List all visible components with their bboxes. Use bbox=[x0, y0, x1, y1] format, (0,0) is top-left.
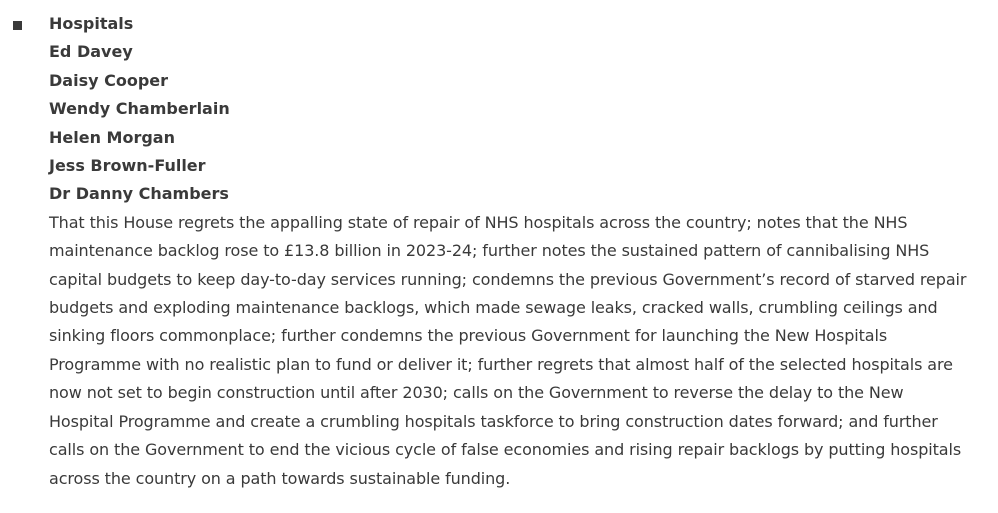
sponsor-name: Ed Davey bbox=[49, 42, 133, 62]
sponsor-name: Daisy Cooper bbox=[49, 70, 169, 90]
sponsor-name: Wendy Chamberlain bbox=[49, 99, 230, 119]
motion-content bbox=[49, 10, 969, 493]
sponsor-name: Jess Brown-Fuller bbox=[49, 156, 206, 176]
square-bullet-icon bbox=[13, 21, 22, 30]
motion-text: That this House regrets the appalling state of repair of NHS hospitals across the country; notes that the NHS maintenance backlog rose to £13.8 billion in 2023-24; further notes the sustained pattern of cannibalising NHS capital budgets to keep day-to-day services running; condemns the previous Government’s record of starved repair budgets and exploding maintenance backlogs, which made sewage leaks, cracked walls, crumbling ceilings and sinking floors commonplace; further condemns the previous Government for launching the New Hospitals Programme with no realistic plan to fund or deliver it; further regrets that almost half of the selected hospitals are now not set to begin construction until after 2030; calls on the Government to reverse the delay to the New Hospital Programme and create a crumbling hospitals taskforce to bring construction dates forward; and further calls on the Government to end the vicious cycle of false economies and rising repair backlogs by putting hospitals across the country on a path towards sustainable funding. bbox=[49, 212, 967, 488]
sponsor-name: Dr Danny Chambers bbox=[49, 184, 229, 204]
motion-title: Hospitals bbox=[49, 14, 134, 33]
sponsor-name: Helen Morgan bbox=[49, 127, 175, 147]
